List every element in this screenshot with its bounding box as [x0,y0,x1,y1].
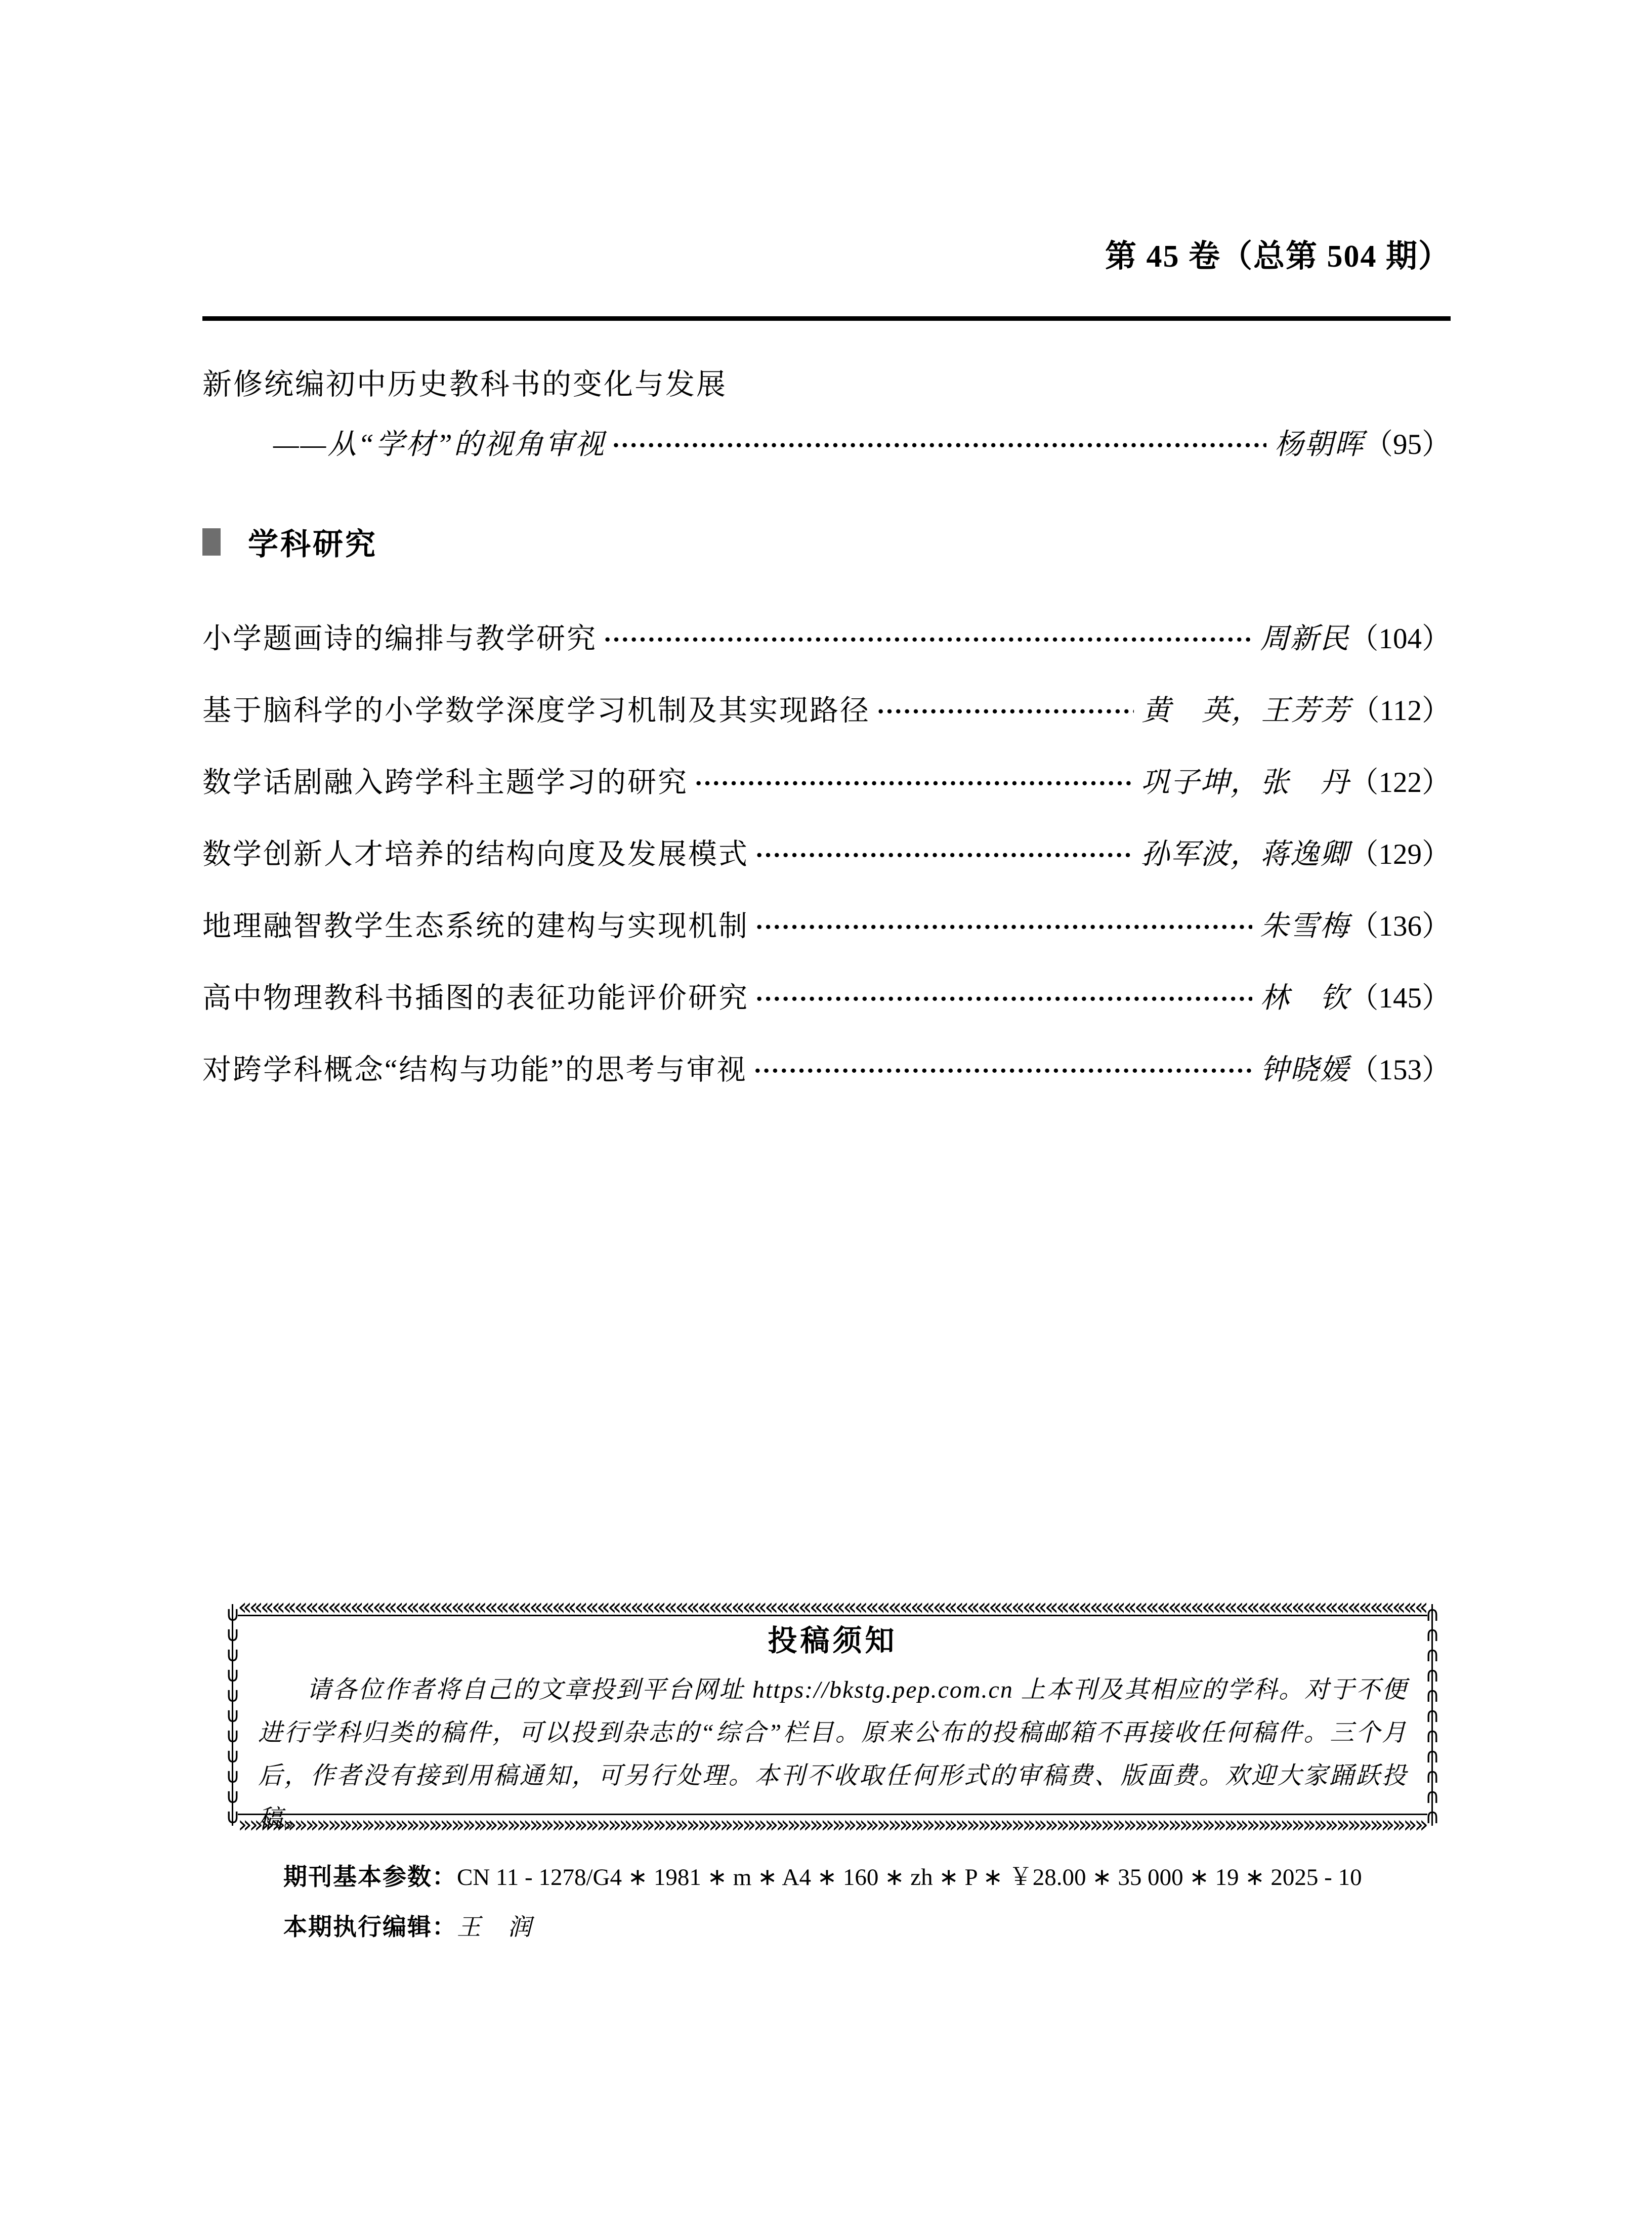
notice-body: 请各位作者将自己的文章投到平台网址 https://bkstg.pep.com.cn 上本刊及其相应的学科。对于不便进行学科归类的稿件，可以投到杂志的“综合”栏目。原来公布的投稿邮箱不再接收任何稿件。三个月后，作者没有接到用稿通知，可另行处理。本刊不收取任何形式的审稿费、版面费。欢迎大家踊跃投稿。 [258,1676,1407,1832]
box-border-top-ornament [238,1599,1427,1616]
journal-parameters-label: 期刊基本参数： [283,1863,457,1890]
toc-entry-page-number: （153） [1349,1054,1451,1086]
toc-entry-title: 基于脑科学的小学数学深度学习机制及其实现路径 [202,695,870,727]
box-border-left-ornament [224,1604,242,1826]
toc-entry-title: 数学创新人才培养的结构向度及发展模式 [202,838,749,870]
executive-editor-name: 王 润 [457,1914,533,1941]
feature-article-title: 新修统编初中历史教科书的变化与发展 [202,368,728,401]
toc-entry-page-number: （129） [1349,838,1451,870]
journal-parameters-value: CN 11 - 1278/G4 ∗ 1981 ∗ m ∗ A4 ∗ 160 ∗ zh ∗ P ∗ ￥28.00 ∗ 35 000 ∗ 19 ∗ 2025 - 10 [457,1864,1362,1891]
toc-entry [202,1055,1451,1087]
toc-entry-page-number: （104） [1349,623,1451,655]
section-marker-icon [202,528,221,556]
dot-leader [694,768,1133,800]
toc-entry-page-number: （122） [1349,767,1451,799]
feature-article-author: 杨朝晖 [1275,429,1364,460]
toc-entry-page-number: （136） [1349,910,1451,942]
section-header [202,520,1451,564]
toc-list [202,623,1451,1087]
dot-leader [876,696,1134,728]
toc-entry [202,983,1451,1015]
header-divider [202,316,1451,321]
dot-leader [603,624,1252,656]
feature-article-page-number: （95） [1364,429,1451,460]
toc-entry-page-number: （112） [1350,695,1451,727]
toc-entry-title: 小学题画诗的编排与教学研究 [202,623,597,655]
issue-volume-info: 第 45 卷（总第 504 期） [1105,239,1451,274]
section-title: 学科研究 [248,527,377,561]
toc-entry [202,767,1451,800]
toc-entry-author: 朱雪梅 [1260,910,1350,942]
toc-entry-author: 孙军波，蒋逸卿 [1140,838,1350,870]
dot-leader [753,1056,1252,1087]
dot-leader [755,912,1252,943]
dot-leader [755,984,1252,1015]
toc-entry-author: 周新民 [1260,623,1350,655]
toc-entry [202,623,1451,656]
toc-entry-title: 对跨学科概念“结构与功能”的思考与审视 [202,1054,747,1086]
feature-article-entry [202,429,1451,461]
toc-entry [202,839,1451,871]
executive-editor-label: 本期执行编辑： [283,1913,457,1940]
toc-entry-author: 钟晓媛 [1260,1054,1350,1086]
notice-content [244,1618,1421,1832]
toc-entry [202,911,1451,943]
submission-notice-box [224,1599,1442,1831]
toc-entry [202,695,1451,728]
dot-leader [755,840,1133,871]
toc-entry-author: 黄 英，王芳芳 [1141,695,1351,727]
toc-entry-page-number: （145） [1349,982,1451,1014]
toc-entry-title: 数学话剧融入跨学科主题学习的研究 [202,767,688,799]
executive-editor-line [283,1912,1451,1942]
box-border-right-ornament [1423,1604,1442,1826]
notice-title: 投稿须知 [768,1624,898,1657]
dot-leader [612,430,1266,461]
toc-entry-title: 高中物理教科书插图的表征功能评价研究 [202,982,749,1014]
feature-article-subtitle: ——从“学材”的视角审视 [273,429,606,460]
toc-entry-title: 地理融智教学生态系统的建构与实现机制 [202,910,749,942]
journal-parameters-line [283,1862,1451,1892]
toc-entry-author: 林 钦 [1260,982,1350,1014]
toc-entry-author: 巩子坤，张 丹 [1140,767,1350,799]
